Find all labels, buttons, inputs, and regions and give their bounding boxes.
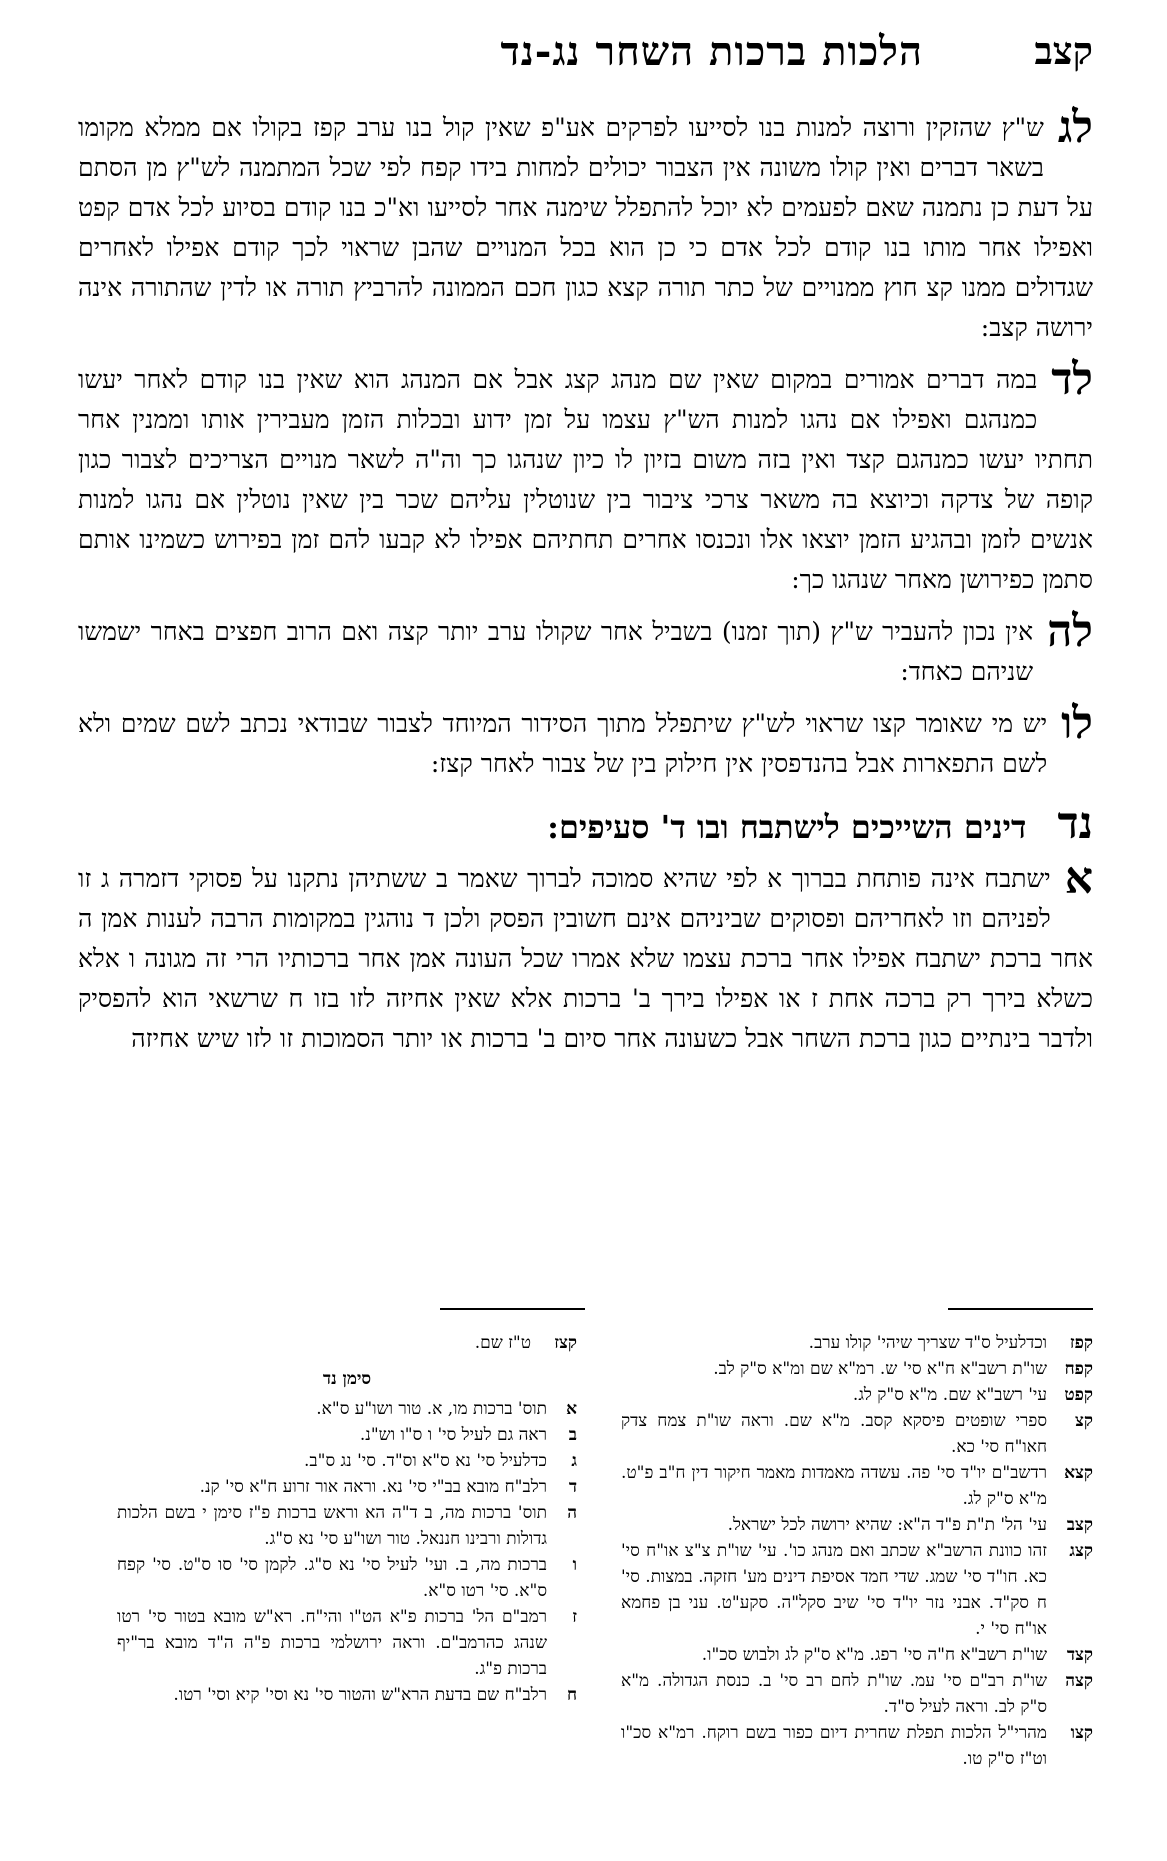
footnote [621, 1356, 1093, 1382]
footnotes-right-column [621, 1330, 1093, 1772]
footnote [621, 1720, 1093, 1772]
footnote-text: עי' רשב"א שם. מ"א ס"ק לג. [852, 1385, 1047, 1405]
footnote-label: קצו [1070, 1723, 1093, 1743]
footnote-text: ברכות מה, ב. ועי' לעיל סי' נא ס"ג. לקמן סי' סו ס"ט. סי' קפח ס"א. סי' רטו ס"א. [117, 1555, 547, 1601]
paragraph-text: יש מי שאומר קצו שראוי לש"ץ שיתפלל מתוך הסידור המיוחד לצבור שבודאי נכתב לשם שמים ולא לשם התפארות אבל בהנדפסין אין חילוק בין של צבור לאחר קצז: [78, 709, 1048, 778]
paragraph-a [78, 853, 1093, 1059]
footnote-label: ו [572, 1555, 577, 1575]
paragraph-marker: לו [1061, 698, 1093, 749]
footnote [621, 1538, 1093, 1642]
footnote-text: תוס' ברכות מו, א. טור ושו"ע ס"א. [316, 1399, 547, 1419]
footnote [117, 1396, 577, 1422]
footnote-text: ראה גם לעיל סי' ו ס"ו וש"נ. [359, 1425, 547, 1445]
footnote [621, 1668, 1093, 1720]
footnote [621, 1330, 1093, 1356]
footnote-text: רמב"ם הל' ברכות פ"א הט"ו והי"ח. רא"ש מובא בטור סי' רטו שנהג כהרמב"ם. וראה ירושלמי ברכות פ"ה ה"ד מובא בר"יף ברכות פ"ג. [117, 1607, 547, 1679]
footnotes-left-column [117, 1330, 577, 1708]
footnote [117, 1552, 577, 1604]
footnote-label: ג [571, 1451, 577, 1471]
footnote-subheading: סימן נד [322, 1369, 372, 1389]
paragraph-marker: א [1064, 853, 1093, 904]
page-header [78, 28, 1093, 76]
footnote-label: קצ [1074, 1411, 1093, 1431]
footnote [117, 1330, 577, 1356]
footnote [621, 1642, 1093, 1668]
section-marker: נד [1057, 798, 1093, 849]
paragraph-marker: לג [1057, 102, 1093, 153]
paragraph-text: אין נכון להעביר ש"ץ (תוך זמנו) בשביל אחר שקולו ערב יותר קצה ואם הרוב חפצים באחר ישמשו שניהם כאחד: [78, 617, 1034, 686]
footnote-label: ד [568, 1477, 577, 1497]
footnote [117, 1448, 577, 1474]
footnote-label: ח [566, 1685, 577, 1705]
footnote [117, 1474, 577, 1500]
main-text [78, 102, 1093, 1059]
footnote-text: שו"ת רשב"א ח"א סי' ש. רמ"א שם ומ"א ס"ק לב. [713, 1359, 1047, 1379]
footnote [621, 1512, 1093, 1538]
footnote-label: קצב [1066, 1515, 1093, 1535]
footnote [621, 1408, 1093, 1460]
footnote [621, 1382, 1093, 1408]
paragraph-lh [78, 606, 1093, 692]
footnote-text: תוס' ברכות מה, ב ד"ה הא וראש ברכות פ"ז סימן י בשם הלכות גדולות ורבינו חננאל. טור ושו"ע סי' נא ס"ג. [117, 1503, 547, 1549]
footnote-text: עי' הל' ת"ת פ"ד ה"א: שהיא ירושה לכל ישראל. [727, 1515, 1047, 1535]
footnote-label: ה [567, 1503, 577, 1523]
footnote-text: כדלעיל סי' נא ס"א וס"ד. סי' נג ס"ב. [304, 1451, 547, 1471]
footnote-label: א [566, 1399, 577, 1419]
footnote-text: ספרי שופטים פיסקא קסב. מ"א שם. וראה שו"ת צמח צדק חאו"ח סי' כא. [621, 1411, 1047, 1457]
footnote-label: קפח [1064, 1359, 1093, 1379]
footnote-label: קצג [1069, 1541, 1093, 1561]
footnote-label: קצה [1065, 1671, 1093, 1691]
footnote-label: קצא [1064, 1463, 1093, 1483]
footnote-text: שו"ת רב"ם סי' עמ. שו"ת לחם רב סי' ב. כנסת הגדולה. מ"א ס"ק לב. וראה לעיל ס"ד. [621, 1671, 1047, 1717]
footnote-label: קצז [554, 1333, 577, 1353]
footnote-text: ט"ז שם. [474, 1333, 531, 1353]
footnote-label: ב [568, 1425, 577, 1445]
footnote-label: קפט [1064, 1385, 1093, 1405]
running-head: הלכות ברכות השחר נג-נד [500, 28, 923, 75]
paragraph-marker: לה [1047, 606, 1093, 657]
paragraph-lv [78, 698, 1093, 784]
paragraph-lg [78, 102, 1093, 348]
footnote [117, 1682, 577, 1708]
paragraph-marker: לד [1051, 354, 1093, 405]
footnote [117, 1604, 577, 1682]
footnote [117, 1500, 577, 1552]
footnote-text: זהו כוונת הרשב"א שכתב ואם מנהג כו'. עי' שו"ת צ"צ או"ח סי' כא. חו"ד סי' שמג. שדי חמד אסיפת דינים מע' חזקה. במצות. סי' ח סק"ד. אבני נזר יו"ד סי' שיב סקל"ה. סקע"ט. עני בן פחמא או"ח סי' י. [621, 1541, 1047, 1639]
footnote-text: וכדלעיל ס"ד שצריך שיהי' קולו ערב. [808, 1333, 1047, 1353]
paragraph-ld [78, 354, 1093, 600]
footnote [621, 1460, 1093, 1512]
footnote-divider-left [440, 1308, 585, 1310]
section-heading [78, 800, 1093, 851]
footnote [117, 1422, 577, 1448]
footnote-divider-right [948, 1308, 1093, 1310]
paragraph-text: ישתבח אינה פותחת בברוך א לפי שהיא סמוכה לברוך שאמר ב ששתיהן נתקנו על פסוקי דזמרה ג זו לפניהם וזו לאחריהם ופסוקים שביניהם אינם חשובין הפסק ולכן ד נוהגין במקומות הרבה לענות אמן ה אחר ברכת ישתבח אפילו אחר ברכת עצמו שלא אמרו שכל העונה אמן אחר ברכותיו הרי זה מגונה ו אלא כשלא בירך רק ברכה אחת ז או אפילו בירך ב' ברכות אלא שאין אחיזה לזו בזו ח שרשאי הוא להפסיק ולדבר בינתיים כגון ברכת השחר אבל כשעונה אחר סיום ב' ברכות או יותר הסמוכות זו לזו שיש אחיזה [78, 864, 1093, 1053]
paragraph-text: במה דברים אמורים במקום שאין שם מנהג קצג אבל אם המנהג הוא שאין בנו קודם לאחר יעשו כמנהגם ואפילו אם נהגו למנות הש"ץ עצמו על זמן ידוע ובכלות הזמן מעבירין אותו וממנין אחר תחתיו יעשו כמנהגם קצד ואין בזה משום בזיון לו כיון שנהגו כך וה"ה לשאר מנויים הצריכים לצבור כגון קופה של צדקה וכיוצא בה משאר צרכי ציבור בין שנוטלין עליהם שכר בין שאין נוטלין אם נהגו למנות אנשים לזמן ובהגיע הזמן יוצאו אלו ונכנסו אחרים תחתיהם אפילו לא קבעו להם זמן בפירוש כשמינו אותם סתמן כפירושן מאחר שנהגו כך: [78, 365, 1093, 594]
footnote-text: שו"ת רשב"א ח"ה סי' רפג. מ"א ס"ק לג ולבוש סכ"ו. [701, 1645, 1047, 1665]
page-number: קצב [1034, 28, 1093, 73]
footnote-text: רדשב"ם יו"ד סי' פה. עשדה מאמדות מאמר חיקור דין ח"ב פ"ט. מ"א ס"ק לג. [621, 1463, 1047, 1509]
footnote-label: ז [572, 1607, 577, 1627]
paragraph-text: ש"ץ שהזקין ורוצה למנות בנו לסייעו לפרקים אע"פ שאין קול בנו ערב קפז בקולו אם ממלא מקומו בשאר דברים ואין קולו משונה אין הצבור יכולים למחות בידו קפח לפי שכל המתמנה לש"ץ מן הסתם על דעת כן נתמנה שאם לפעמים לא יוכל להתפלל שימנה אחר לסייעו וא"כ בנו קודם בסיוע לכל אדם קפט ואפילו אחר מותו בנו קודם לכל אדם כי כן הוא בכל המנויים שהבן שראוי לכך קודם אפילו לאחרים שגדולים ממנו קצ חוץ ממנויים של כתר תורה קצא כגון חכם הממונה להרביץ תורה או לדין שהתורה אינה ירושה קצב: [78, 113, 1093, 342]
footnote-label: קצד [1066, 1645, 1093, 1665]
footnote-text: רלב"ח מובא בב"י סי' נא. וראה אור זרוע ח"א סי' קנ. [199, 1477, 547, 1497]
footnote-label: קפז [1069, 1333, 1093, 1353]
footnote-text: מהרי"ל הלכות תפלת שחרית דיום כפור בשם רוקח. רמ"א סכ"ו וט"ז ס"ק טו. [621, 1723, 1047, 1769]
section-title: דינים השייכים לישתבח ובו ד' סעיפים: [547, 808, 1027, 846]
footnote-text: רלב"ח שם בדעת הרא"ש והטור סי' נא וסי' קיא וסי' רטו. [173, 1685, 547, 1705]
